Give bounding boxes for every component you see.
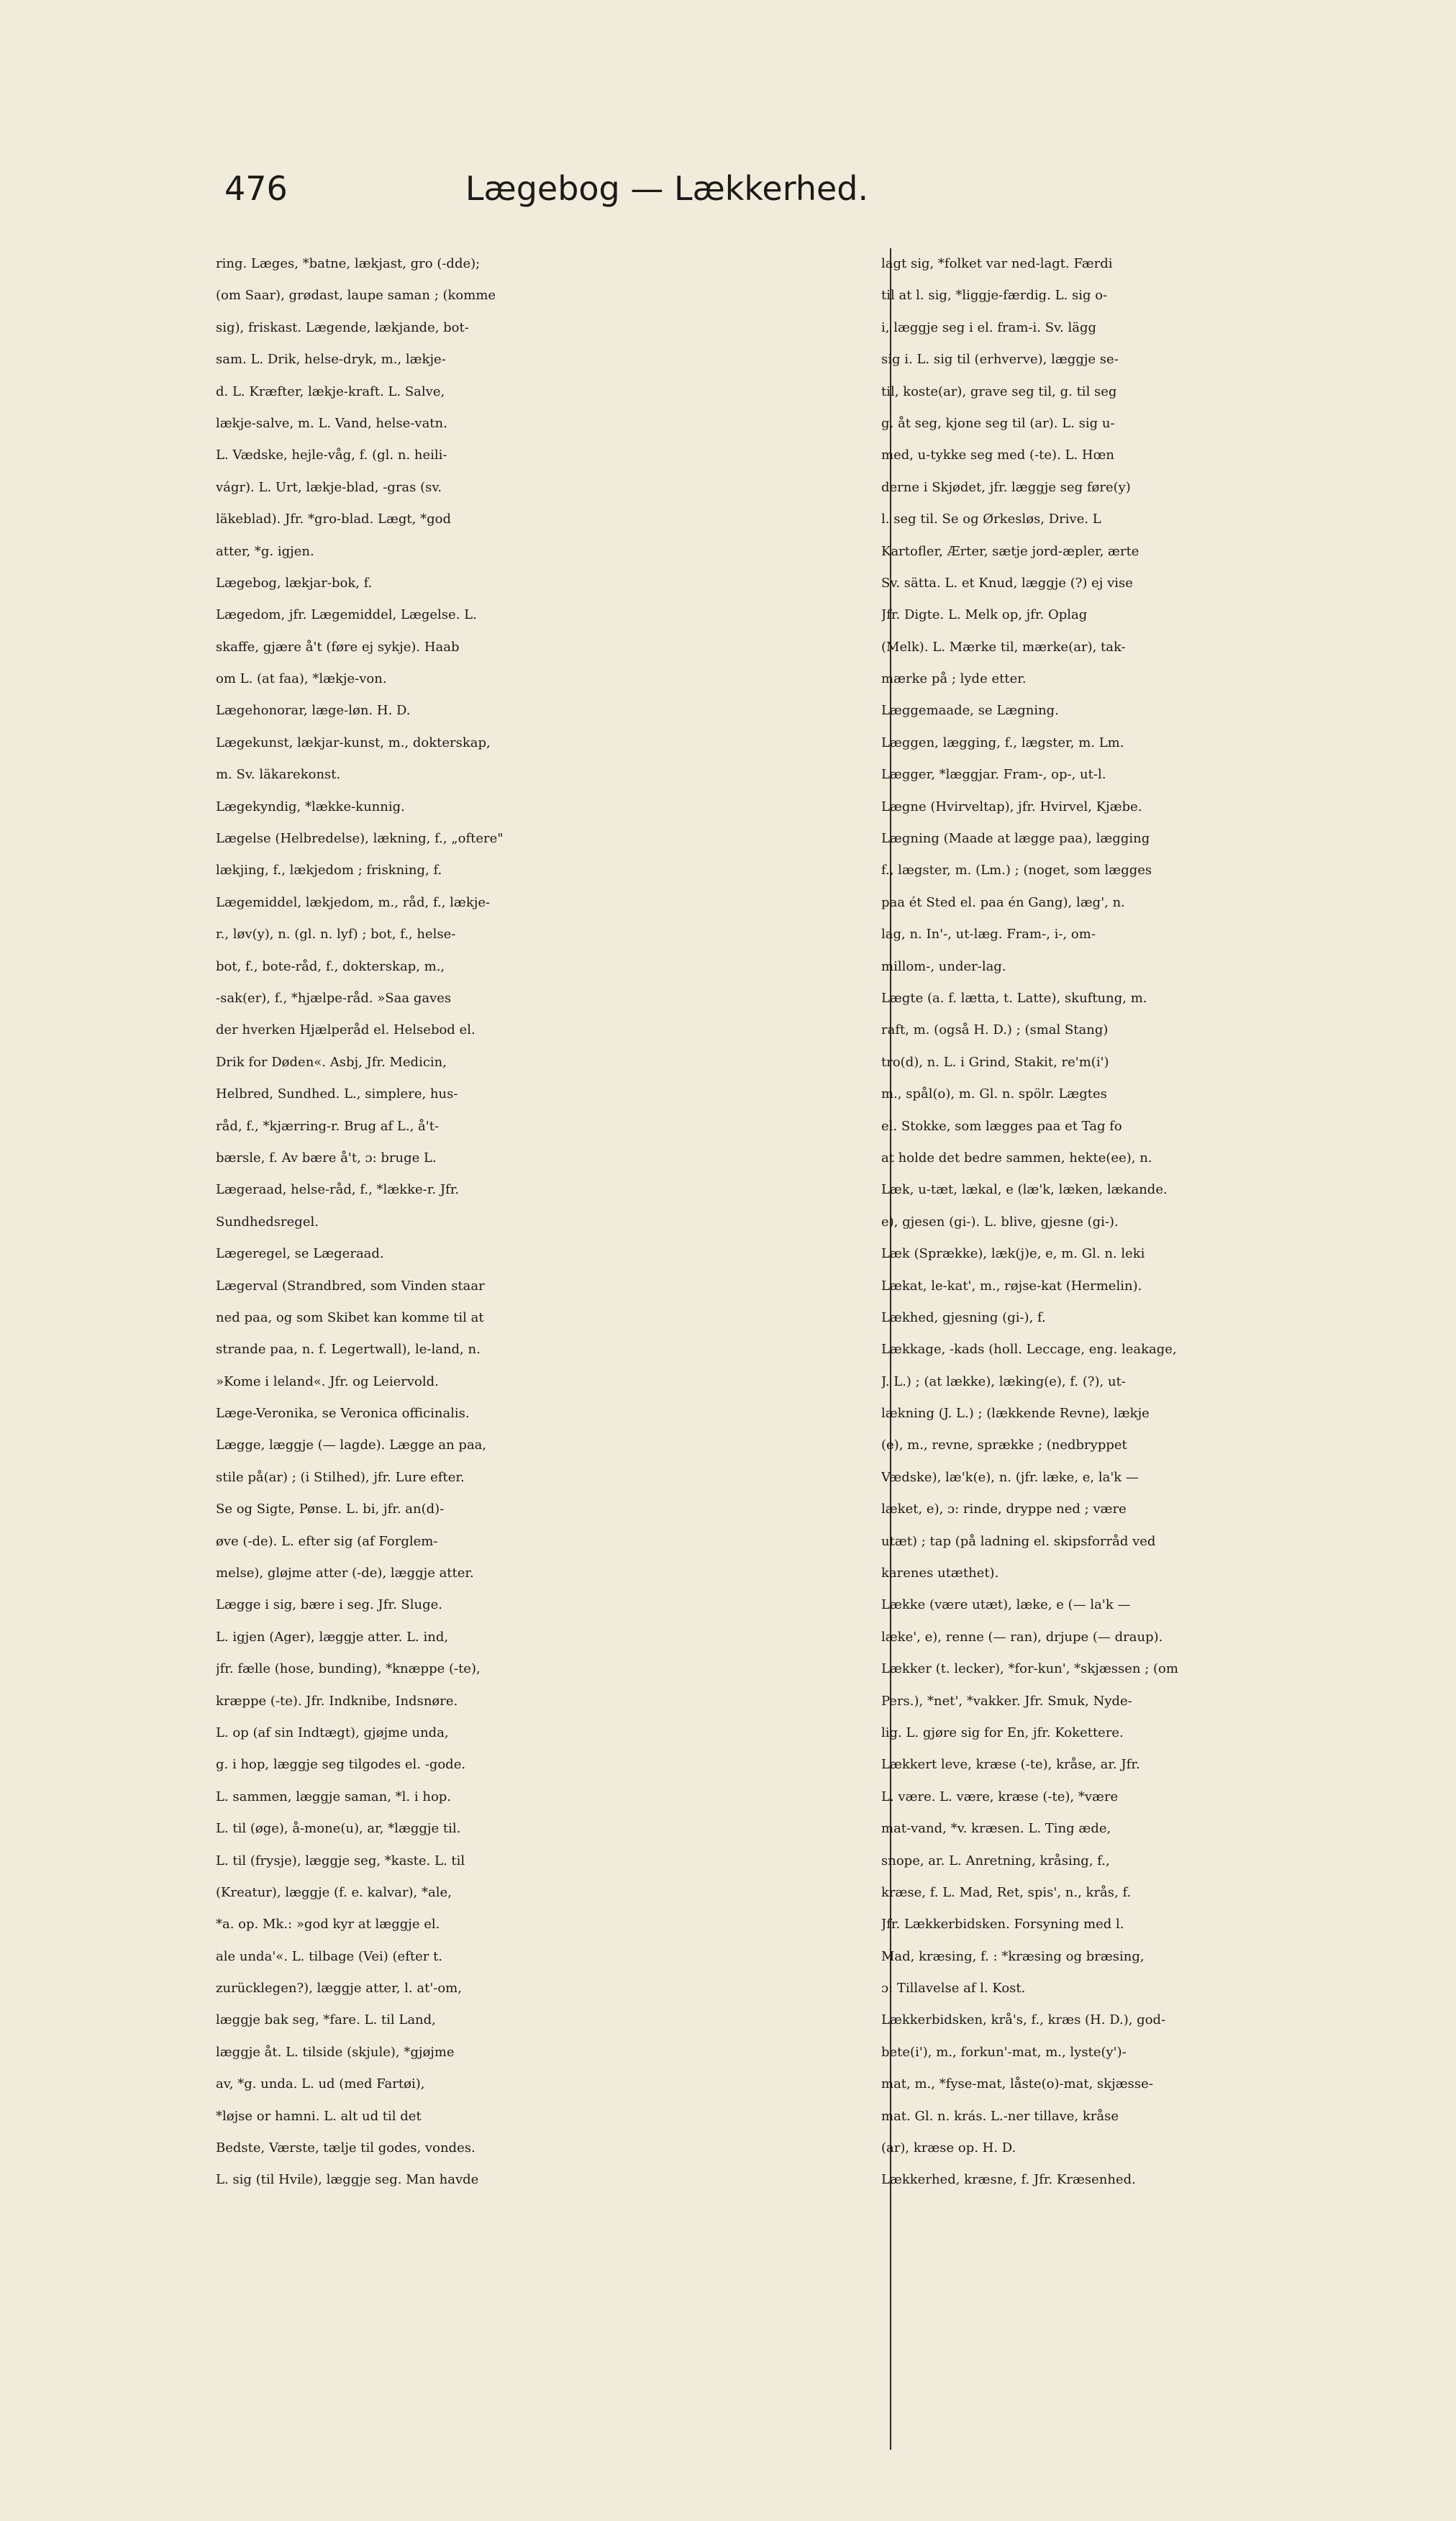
entry-line: Bedste, Værste, tælje til godes, vondes.	[216, 2140, 476, 2156]
entry-line: øve (-de). L. efter sig (af Forglem-	[216, 1533, 438, 1549]
entry-line: Vædske), læ'k(e), n. (jfr. læke, e, la'k —	[881, 1469, 1139, 1485]
entry-line: f., lægster, m. (Lm.) ; (noget, som lægges	[881, 863, 1152, 878]
entry-line: atter, *g. igjen.	[216, 543, 314, 559]
entry-line: lækjing, f., lækjedom ; friskning, f.	[216, 863, 442, 878]
entry-line: Helbred, Sundhed. L., simplere, hus-	[216, 1086, 458, 1102]
entry-line: om L. (at faa), *lækje-von.	[216, 671, 387, 687]
entry-line: stile på(ar) ; (i Stilhed), jfr. Lure efter.	[216, 1469, 465, 1485]
entry-line: Lægelse (Helbredelse), lækning, f., „oftere"	[216, 831, 504, 847]
entry-line: mat. Gl. n. krás. L.-ner tillave, kråse	[881, 2108, 1119, 2124]
entry-line: Jfr. Digte. L. Melk op, jfr. Oplag	[881, 607, 1088, 623]
entry-line: strande paa, n. f. Legertwall), le-land, n.	[216, 1342, 481, 1358]
entry-line: L. sig (til Hvile), læggje seg. Man havde	[216, 2172, 479, 2188]
entry-line: (e), m., revne, sprække ; (nedbryppet	[881, 1437, 1127, 1453]
entry-line: Lægger, *læggjar. Fram-, op-, ut-l.	[881, 767, 1106, 783]
entry-line: (ar), kræse op. H. D.	[881, 2140, 1016, 2156]
entry-line: med, u-tykke seg med (-te). L. Hœn	[881, 448, 1114, 463]
entry-line: Lægedom, jfr. Lægemiddel, Lægelse. L.	[216, 607, 477, 623]
entry-line: L. være. L. være, kræse (-te), *være	[881, 1789, 1119, 1804]
entry-line: Læk (Sprække), læk(j)e, e, m. Gl. n. leki	[881, 1246, 1145, 1262]
entry-line: skaffe, gjære å't (føre ej sykje). Haab	[216, 639, 460, 655]
entry-line: karenes utæthet).	[881, 1566, 999, 1581]
entry-line: Lægekyndig, *lække-kunnig.	[216, 799, 405, 814]
entry-line: bete(i'), m., forkun'-mat, m., lyste(y')-	[881, 2044, 1127, 2060]
entry-line: Lækkerhed, kræsne, f. Jfr. Kræsenhed.	[881, 2172, 1136, 2188]
entry-line: g. åt seg, kjone seg til (ar). L. sig u-	[881, 415, 1115, 431]
entry-line: i, læggje seg i el. fram-i. Sv. lägg	[881, 319, 1097, 335]
entry-line: Lægekunst, lækjar-kunst, m., dokterskap,	[216, 735, 491, 750]
entry-line: Lækkert leve, kræse (-te), kråse, ar. Jfr.	[881, 1757, 1140, 1773]
entry-line: sam. L. Drik, helse-dryk, m., lækje-	[216, 352, 446, 368]
entry-line: Kartofler, Ærter, sætje jord-æpler, ærte	[881, 543, 1139, 559]
entry-line: Lægeraad, helse-råd, f., *lække-r. Jfr.	[216, 1182, 460, 1198]
entry-line: Lægemiddel, lækjedom, m., råd, f., lækje-	[216, 894, 491, 910]
entry-line: lækning (J. L.) ; (lækkende Revne), lækje	[881, 1406, 1150, 1422]
entry-line: L. Vædske, hejle-våg, f. (gl. n. heili-	[216, 448, 447, 463]
entry-line: L. sammen, læggje saman, *l. i hop.	[216, 1789, 452, 1804]
entry-line: Læggemaade, se Lægning.	[881, 703, 1059, 719]
entry-line: jfr. fælle (hose, bunding), *knæppe (-te),	[216, 1661, 481, 1677]
entry-line: derne i Skjødet, jfr. læggje seg føre(y)	[881, 479, 1131, 495]
page-number: 476	[224, 169, 288, 208]
entry-line: Lægehonorar, læge-løn. H. D.	[216, 703, 411, 719]
right-column	[881, 248, 1456, 2450]
entry-line: millom-, under-lag.	[881, 958, 1006, 974]
entry-line: Lækhed, gjesning (gi-), f.	[881, 1309, 1046, 1325]
entry-line: (om Saar), grødast, laupe saman ; (komme	[216, 288, 496, 304]
running-head: Lægebog — Lækkerhed.	[465, 169, 869, 208]
entry-line: læggje bak seg, *fare. L. til Land,	[216, 2012, 436, 2028]
entry-line: g. i hop, læggje seg tilgodes el. -gode.	[216, 1757, 466, 1773]
entry-line: Lægebog, lækjar-bok, f.	[216, 575, 373, 591]
entry-line: paa ét Sted el. paa én Gang), læg', n.	[881, 894, 1125, 910]
entry-line: mat, m., *fyse-mat, låste(o)-mat, skjæsse-	[881, 2076, 1153, 2092]
entry-line: Mad, kræsing, f. : *kræsing og bræsing,	[881, 1948, 1145, 1964]
entry-line: læket, e), ɔ: rinde, dryppe ned ; være	[881, 1502, 1127, 1517]
entry-line: (Melk). L. Mærke til, mærke(ar), tak-	[881, 639, 1126, 655]
entry-line: råd, f., *kjærring-r. Brug af L., å't-	[216, 1118, 440, 1134]
entry-line: at holde det bedre sammen, hekte(ee), n.	[881, 1150, 1152, 1166]
entry-line: ring. Læges, *batne, lækjast, gro (-dde);	[216, 256, 481, 271]
entry-line: kræse, f. L. Mad, Ret, spis', n., krås, f.	[881, 1884, 1132, 1900]
entry-line: av, *g. unda. L. ud (med Fartøi),	[216, 2076, 425, 2092]
entry-line: snope, ar. L. Anretning, kråsing, f.,	[881, 1853, 1110, 1868]
entry-line: Lægne (Hvirveltap), jfr. Hvirvel, Kjæbe.	[881, 799, 1142, 814]
entry-line: Læk, u-tæt, lækal, e (læ'k, læken, lækande.	[881, 1182, 1168, 1198]
entry-line: bot, f., bote-råd, f., dokterskap, m.,	[216, 958, 445, 974]
entry-line: L. til (frysje), læggje seg, *kaste. L. til	[216, 1853, 465, 1868]
entry-line: Læggen, lægging, f., lægster, m. Lm.	[881, 735, 1124, 750]
entry-line: lig. L. gjøre sig for En, jfr. Kokettere.	[881, 1725, 1124, 1740]
entry-line: m. Sv. läkarekonst.	[216, 767, 341, 783]
entry-line: mat-vand, *v. kræsen. L. Ting æde,	[881, 1821, 1111, 1837]
entry-line: Lækkerbidsken, krå's, f., kræs (H. D.), god-	[881, 2012, 1166, 2028]
entry-line: zurücklegen?), læggje atter, l. at'-om,	[216, 1981, 462, 1997]
entry-line: *a. op. Mk.: »god kyr at læggje el.	[216, 1917, 440, 1932]
entry-line: raft, m. (også H. D.) ; (smal Stang)	[881, 1022, 1109, 1038]
entry-line: lækje-salve, m. L. Vand, helse-vatn.	[216, 415, 447, 431]
entry-line: el. Stokke, som lægges paa et Tag fo	[881, 1118, 1122, 1134]
entry-line: *løjse or hamni. L. alt ud til det	[216, 2108, 422, 2124]
entry-line: m., spål(o), m. Gl. n. spölr. Lægtes	[881, 1086, 1107, 1102]
entry-line: lagt sig, *folket var ned-lagt. Færdi	[881, 256, 1113, 271]
entry-line: (Kreatur), læggje (f. e. kalvar), *ale,	[216, 1884, 452, 1900]
entry-line: »Kome i leland«. Jfr. og Leiervold.	[216, 1373, 439, 1389]
entry-line: der hverken Hjælperåd el. Helsebod el.	[216, 1022, 476, 1038]
entry-line: Lækker (t. lecker), *for-kun', *skjæssen ; (om	[881, 1661, 1178, 1677]
entry-line: læke', e), renne (— ran), drjupe (— draup).	[881, 1629, 1163, 1645]
entry-line: Pers.), *net', *vakker. Jfr. Smuk, Nyde-	[881, 1693, 1132, 1709]
entry-line: J. L.) ; (at lække), læking(e), f. (?), ut-	[881, 1373, 1126, 1389]
entry-line: til, koste(ar), grave seg til, g. til seg	[881, 383, 1117, 399]
entry-line: Lægerval (Strandbred, som Vinden staar	[216, 1278, 485, 1294]
entry-line: Lægeregel, se Lægeraad.	[216, 1246, 384, 1262]
entry-line: Lække (være utæt), læke, e (— la'k —	[881, 1597, 1131, 1613]
left-column	[216, 248, 849, 2450]
entry-line: Lækkage, -kads (holl. Leccage, eng. leakage,	[881, 1342, 1177, 1358]
entry-line: r., løv(y), n. (gl. n. lyf) ; bot, f., helse-	[216, 927, 456, 942]
entry-line: ale unda'«. L. tilbage (Vei) (efter t.	[216, 1948, 443, 1964]
entry-line: sig), friskast. Lægende, lækjande, bot-	[216, 319, 469, 335]
entry-line: Sundhedsregel.	[216, 1214, 319, 1230]
entry-line: Lægte (a. f. lætta, t. Latte), skuftung, m.	[881, 990, 1147, 1006]
entry-line: til at l. sig, *liggje-færdig. L. sig o-	[881, 288, 1108, 304]
entry-line: tro(d), n. L. i Grind, Stakit, re'm(i')	[881, 1054, 1109, 1070]
entry-line: ɔ: Tillavelse af l. Kost.	[881, 1981, 1026, 1997]
entry-line: Lækat, le-kat', m., røjse-kat (Hermelin).	[881, 1278, 1142, 1294]
entry-line: bærsle, f. Av bære å't, ɔ: bruge L.	[216, 1150, 437, 1166]
entry-line: Jfr. Lækkerbidsken. Forsyning med l.	[881, 1917, 1124, 1932]
entry-line: vágr). L. Urt, lækje-blad, -gras (sv.	[216, 479, 442, 495]
entry-line: d. L. Kræfter, lækje-kraft. L. Salve,	[216, 383, 445, 399]
entry-line: e), gjesen (gi-). L. blive, gjesne (gi-).	[881, 1214, 1119, 1230]
entry-line: Lægge, læggje (— lagde). Lægge an paa,	[216, 1437, 487, 1453]
page-header	[224, 160, 1109, 217]
entry-line: L. op (af sin Indtægt), gjøjme unda,	[216, 1725, 449, 1740]
entry-line: utæt) ; tap (på ladning el. skipsforråd ved	[881, 1533, 1156, 1549]
entry-line: mærke på ; lyde etter.	[881, 671, 1027, 687]
entry-line: Lægning (Maade at lægge paa), lægging	[881, 831, 1150, 847]
entry-line: Drik for Døden«. Asbj, Jfr. Medicin,	[216, 1054, 447, 1070]
entry-line: melse), gløjme atter (-de), læggje atter.	[216, 1566, 474, 1581]
entry-line: Lægge i sig, bære i seg. Jfr. Sluge.	[216, 1597, 443, 1613]
entry-line: L. til (øge), å-mone(u), ar, *læggje til.	[216, 1821, 461, 1837]
entry-line: kræppe (-te). Jfr. Indknibe, Indsnøre.	[216, 1693, 458, 1709]
entry-line: Sv. sätta. L. et Knud, læggje (?) ej vise	[881, 575, 1133, 591]
entry-line: ned paa, og som Skibet kan komme til at	[216, 1309, 484, 1325]
entry-line: l. seg til. Se og Ørkesløs, Drive. L	[881, 512, 1101, 527]
entry-line: -sak(er), f., *hjælpe-råd. »Saa gaves	[216, 990, 452, 1006]
entry-line: Se og Sigte, Pønse. L. bi, jfr. an(d)-	[216, 1502, 445, 1517]
entry-line: L. igjen (Ager), læggje atter. L. ind,	[216, 1629, 449, 1645]
entry-line: læggje åt. L. tilside (skjule), *gjøjme	[216, 2044, 455, 2060]
entry-line: sig i. L. sig til (erhverve), læggje se-	[881, 352, 1119, 368]
entry-line: lag, n. In'-, ut-læg. Fram-, i-, om-	[881, 927, 1096, 942]
entry-line: läkeblad). Jfr. *gro-blad. Lægt, *god	[216, 512, 451, 527]
entry-line: Læge-Veronika, se Veronica officinalis.	[216, 1406, 470, 1422]
